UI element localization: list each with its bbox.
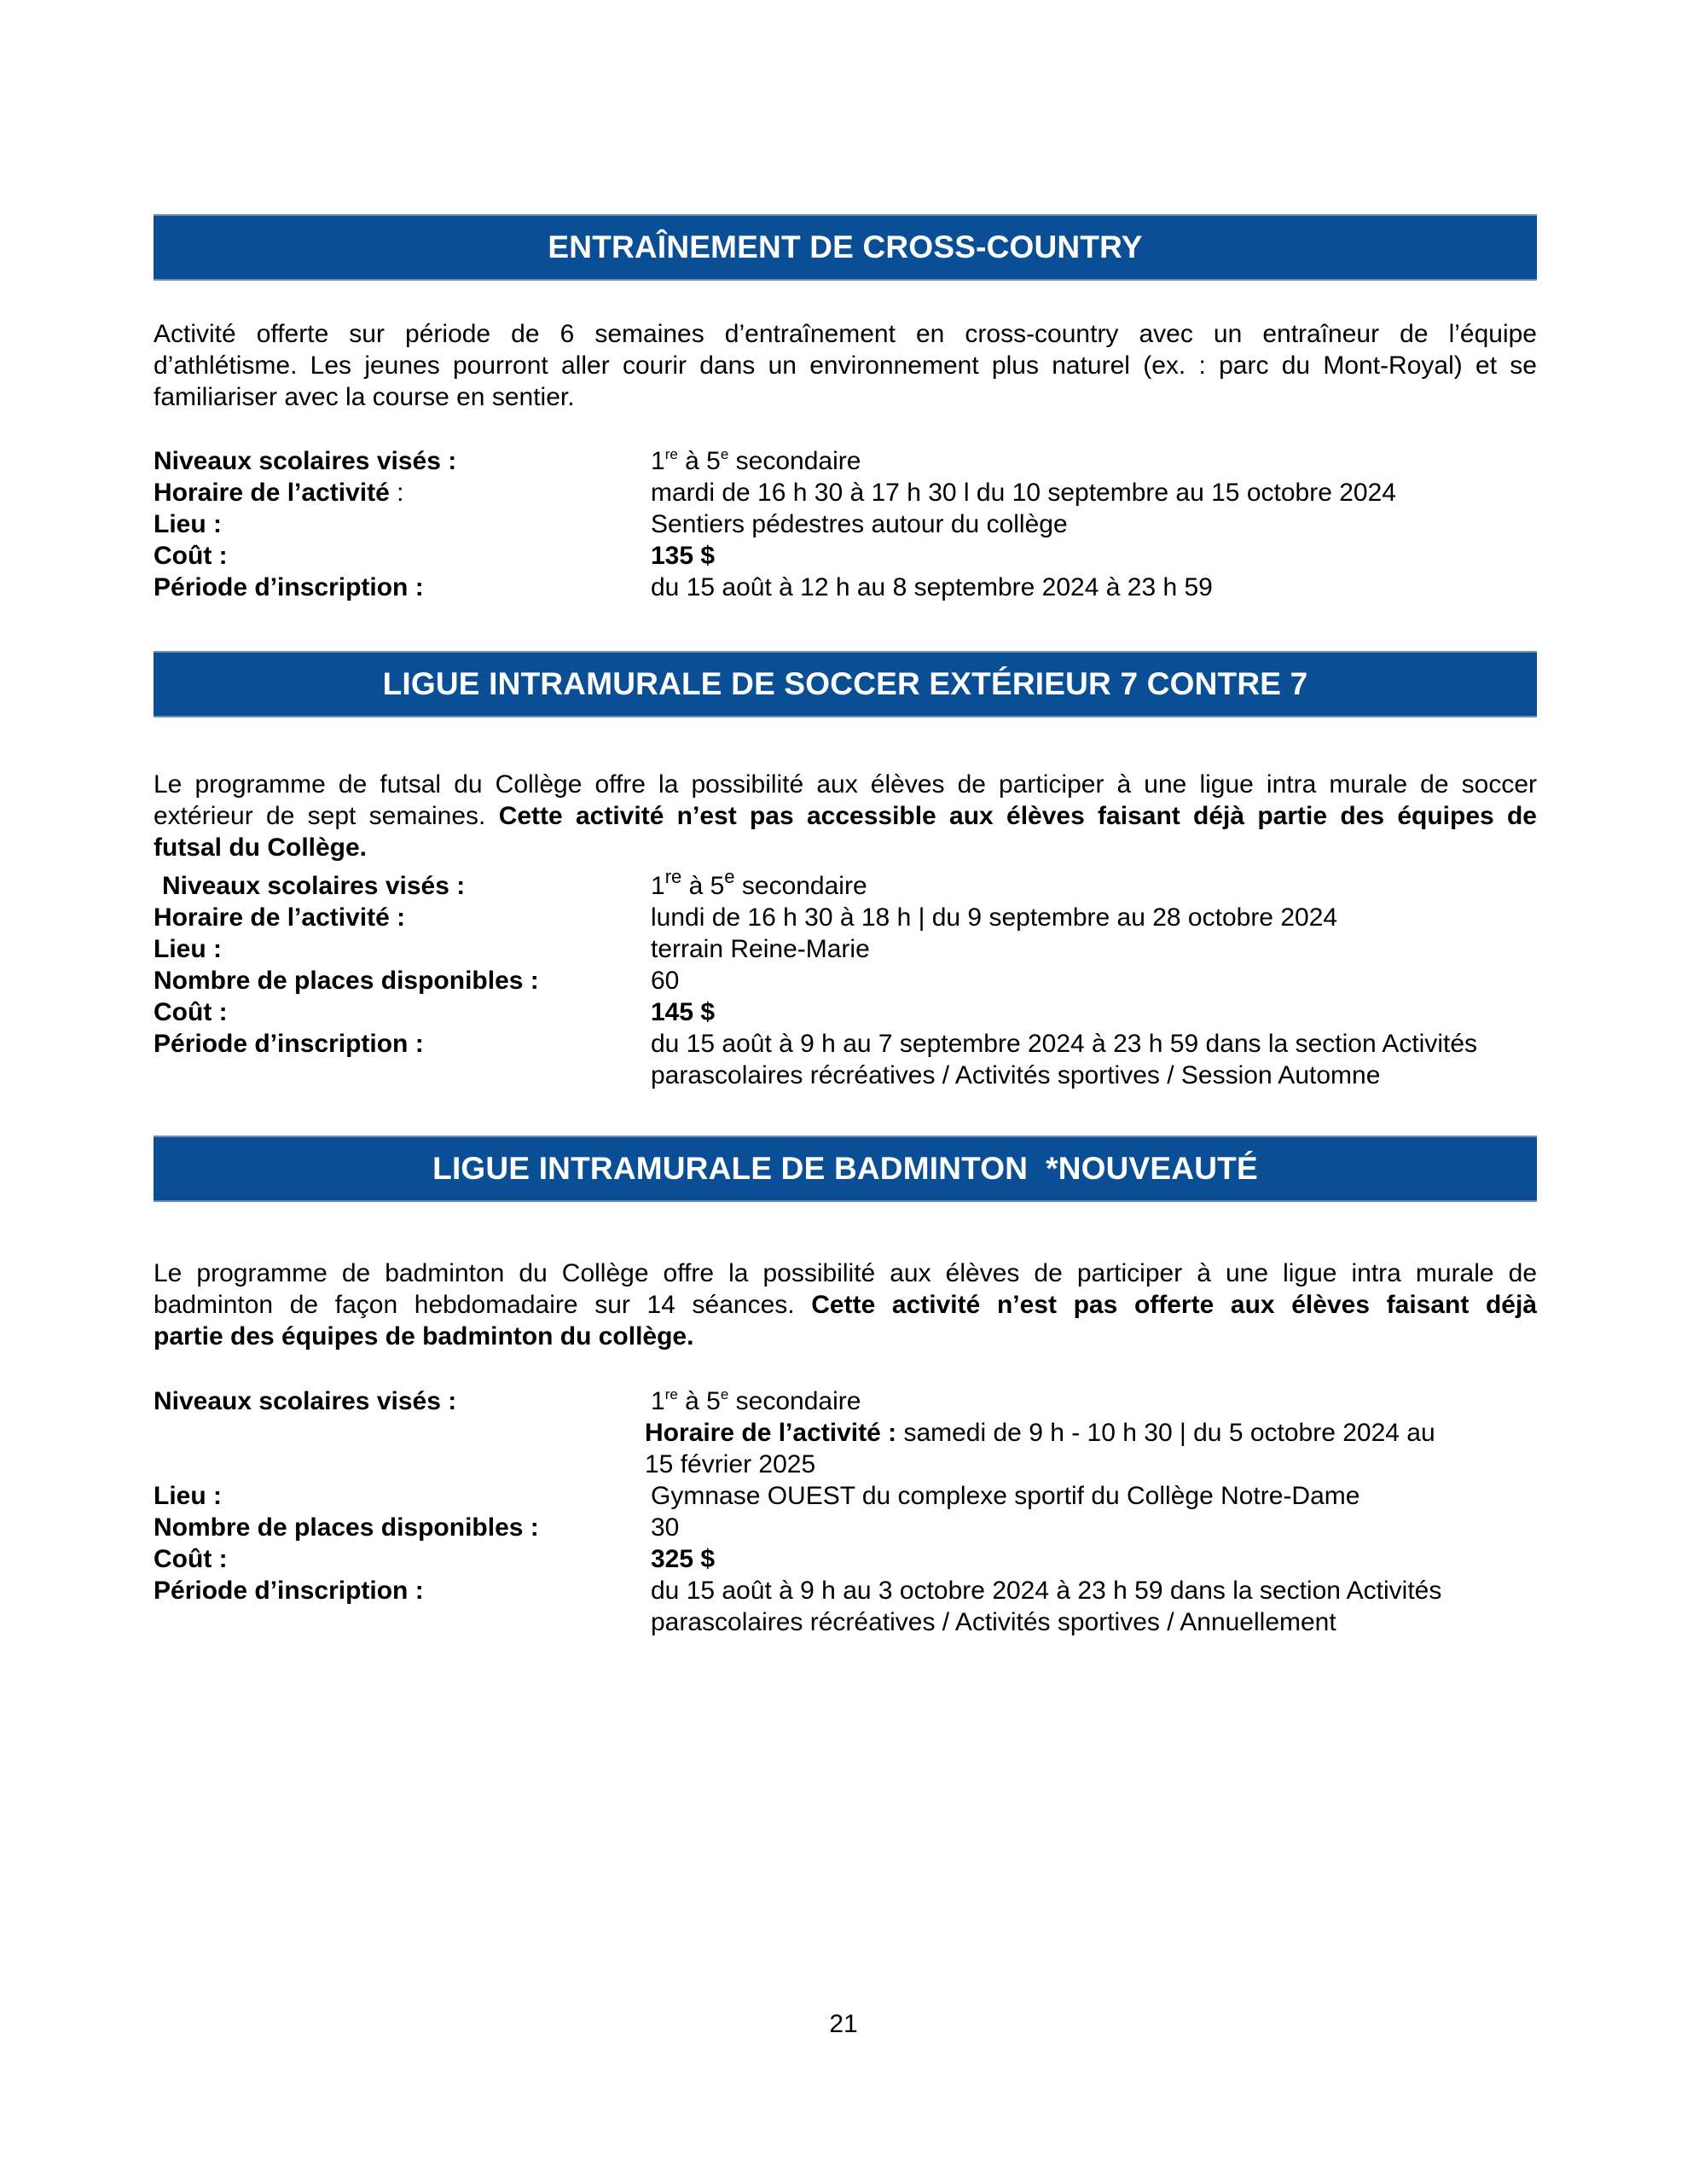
row-niveaux <box>154 445 1537 477</box>
row-inscription <box>154 1575 1537 1638</box>
value-line: parascolaires récréatives / Activités sportives / Annuellement <box>651 1608 1336 1636</box>
label-cout: Coût : <box>154 998 228 1026</box>
value-niveaux: 1re à 5e secondaire <box>651 446 861 475</box>
row-inscription <box>154 1028 1537 1091</box>
intro-line: Activité offerte sur période de 6 semaines d’entraînement en cross-country avec un entraîneur de l’équipe <box>154 320 1537 348</box>
section-banner-badminton <box>154 1136 1537 1202</box>
label-inscription: Période d’inscription : <box>154 1030 424 1058</box>
row-horaire <box>154 1417 1537 1480</box>
label-cout: Coût : <box>154 1545 228 1573</box>
value-line: du 15 août à 9 h au 7 septembre 2024 à 23 h 59 dans la section Activités <box>651 1030 1478 1058</box>
value-lieu: Gymnase OUEST du complexe sportif du Collège Notre-Dame <box>651 1482 1360 1510</box>
row-lieu <box>154 1480 1537 1512</box>
section-banner-soccer <box>154 651 1537 717</box>
label-lieu: Lieu : <box>154 935 222 963</box>
intro-line: futsal du Collège. <box>154 834 368 862</box>
intro-line: familiariser avec la course en sentier. <box>154 383 575 411</box>
value-inscription <box>651 1575 1441 1638</box>
row-niveaux <box>154 866 1537 902</box>
row-niveaux <box>154 1385 1537 1417</box>
section-banner-cross-country <box>154 214 1537 281</box>
label-horaire: Horaire de l’activité : <box>154 479 404 507</box>
value-line: parascolaires récréatives / Activités sportives / Session Automne <box>651 1061 1381 1089</box>
page-number: 21 <box>829 2010 858 2038</box>
value-lieu: Sentiers pédestres autour du collège <box>651 510 1068 538</box>
intro-line: Le programme de badminton du Collège offre la possibilité aux élèves de participer à une ligue intra murale de <box>154 1259 1537 1287</box>
value-line: 15 février 2025 <box>645 1450 816 1478</box>
section-title: LIGUE INTRAMURALE DE BADMINTON *NOUVEAUTÉ <box>432 1151 1258 1186</box>
row-horaire <box>154 902 1537 933</box>
value-niveaux: 1re à 5e secondaire <box>651 866 867 900</box>
value-inscription: du 15 août à 12 h au 8 septembre 2024 à 23 h 59 <box>651 573 1213 601</box>
section-intro <box>154 769 1537 863</box>
row-inscription <box>154 572 1537 603</box>
row-cout <box>154 996 1537 1028</box>
value-niveaux: 1re à 5e secondaire <box>651 1386 861 1415</box>
value-places: 30 <box>651 1513 680 1542</box>
section-title: ENTRAÎNEMENT DE CROSS-COUNTRY <box>548 229 1143 264</box>
row-cout <box>154 1543 1537 1575</box>
value-inscription <box>651 1028 1477 1091</box>
label-horaire: Horaire de l’activité : <box>154 903 406 932</box>
label-lieu: Lieu : <box>154 1482 222 1510</box>
intro-line: extérieur de sept semaines. Cette activité n’est pas accessible aux élèves faisant déjà partie des équipes de <box>154 802 1537 830</box>
label-cout: Coût : <box>154 542 228 570</box>
label-inscription: Période d’inscription : <box>154 573 424 601</box>
value-line: du 15 août à 9 h au 3 octobre 2024 à 23 h 59 dans la section Activités <box>651 1577 1442 1605</box>
section-intro <box>154 318 1537 413</box>
label-places: Nombre de places disponibles : <box>154 1513 539 1542</box>
value-horaire <box>645 1417 1435 1480</box>
row-lieu <box>154 508 1537 540</box>
label-inscription: Période d’inscription : <box>154 1577 424 1605</box>
row-lieu <box>154 933 1537 965</box>
row-places <box>154 1512 1537 1543</box>
value-cout: 325 $ <box>651 1545 716 1573</box>
value-horaire: mardi de 16 h 30 à 17 h 30 l du 10 septembre au 15 octobre 2024 <box>651 479 1396 507</box>
row-horaire <box>154 477 1537 508</box>
label-niveaux: Niveaux scolaires visés : <box>154 1387 457 1415</box>
value-horaire: lundi de 16 h 30 à 18 h | du 9 septembre au 28 octobre 2024 <box>651 903 1338 932</box>
row-places <box>154 965 1537 996</box>
label-niveaux: Niveaux scolaires visés : <box>162 872 466 900</box>
label-lieu: Lieu : <box>154 510 222 538</box>
value-lieu: terrain Reine-Marie <box>651 935 870 963</box>
value-line: Horaire de l’activité : samedi de 9 h - 10 h 30 | du 5 octobre 2024 au <box>645 1419 1435 1447</box>
intro-line: badminton de façon hebdomadaire sur 14 séances. Cette activité n’est pas offerte aux élèves faisant déjà <box>154 1291 1538 1319</box>
value-cout: 145 $ <box>651 998 716 1026</box>
section-title: LIGUE INTRAMURALE DE SOCCER EXTÉRIEUR 7 CONTRE 7 <box>382 666 1308 701</box>
intro-line: Le programme de futsal du Collège offre la possibilité aux élèves de participer à une ligue intra murale de soccer <box>154 770 1537 799</box>
section-intro <box>154 1258 1537 1352</box>
value-places: 60 <box>651 967 680 995</box>
label-niveaux: Niveaux scolaires visés : <box>154 447 457 475</box>
label-places: Nombre de places disponibles : <box>154 967 539 995</box>
intro-line: partie des équipes de badminton du collège. <box>154 1322 694 1350</box>
value-cout: 135 $ <box>651 542 716 570</box>
label-horaire: Horaire de l’activité : <box>645 1419 897 1447</box>
row-cout <box>154 540 1537 572</box>
intro-line: d’athlétisme. Les jeunes pourront aller courir dans un environnement plus naturel (ex. : parc du Mont-Royal) et se <box>154 351 1537 380</box>
